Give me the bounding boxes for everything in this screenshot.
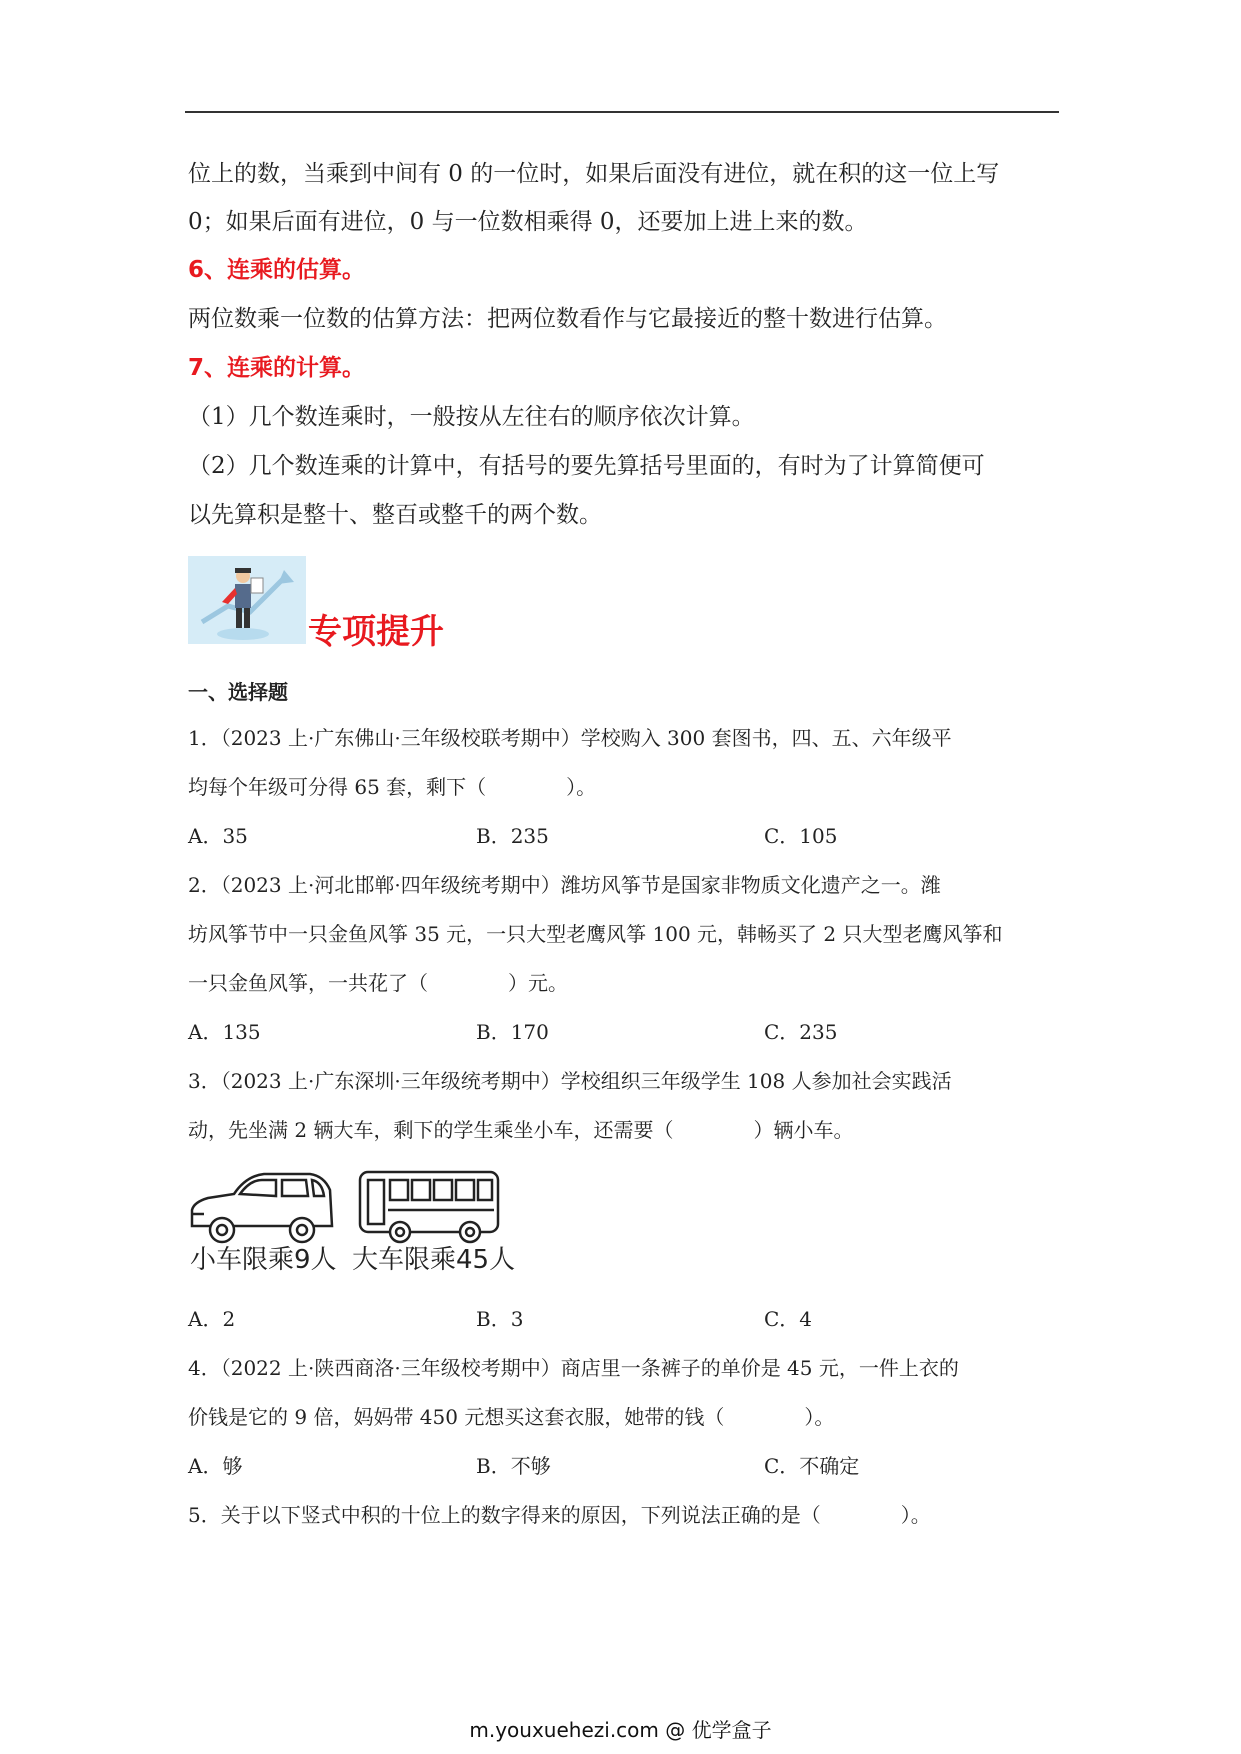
option-c[interactable]: C．105 [764, 824, 838, 848]
text-line: 两位数乘一位数的估算方法：把两位数看作与它最接近的整十数进行估算。 [188, 306, 947, 332]
big-car-label: 大车限乘45人 [352, 1245, 516, 1275]
text-line: 位上的数，当乘到中间有 0 的一位时，如果后面没有进位，就在积的这一位上写 [188, 161, 1000, 187]
section-heading: 6、连乘的估算。 [188, 257, 366, 283]
question-3-text: 动，先坐满 2 辆大车，剩下的学生乘坐小车，还需要（ ）辆小车。 [188, 1118, 854, 1142]
option-c[interactable]: C．不确定 [764, 1454, 860, 1478]
text-line: 以先算积是整十、整百或整千的两个数。 [188, 502, 602, 528]
option-a[interactable]: A．35 [188, 824, 248, 848]
text-line: 0；如果后面有进位，0 与一位数相乘得 0，还要加上进上来的数。 [188, 209, 868, 235]
option-b[interactable]: B．170 [476, 1020, 549, 1044]
option-a[interactable]: A．2 [188, 1307, 236, 1331]
question-2-text: 2．（2023 上·河北邯郸·四年级统考期中）潍坊风筝节是国家非物质文化遗产之一。潍 [188, 873, 941, 897]
presenter-illustration-icon [188, 556, 306, 644]
option-b[interactable]: B．3 [476, 1307, 524, 1331]
option-b[interactable]: B．不够 [476, 1454, 551, 1478]
vehicles-figure [188, 1168, 508, 1248]
question-1-options [188, 821, 1048, 851]
small-car-label: 小车限乘9人 [190, 1245, 337, 1275]
header-rule [185, 111, 1059, 113]
question-2-text: 坊风筝节中一只金鱼风筝 35 元，一只大型老鹰风筝 100 元，韩畅买了 2 只大型老鹰风筝和 [188, 922, 1003, 946]
text-line: （1）几个数连乘时，一般按从左往右的顺序依次计算。 [188, 404, 755, 430]
question-1-text: 1．（2023 上·广东佛山·三年级校联考期中）学校购入 300 套图书，四、五、六年级平 [188, 726, 952, 750]
banner-image [188, 556, 306, 644]
option-b[interactable]: B．235 [476, 824, 549, 848]
option-c[interactable]: C．235 [764, 1020, 838, 1044]
question-1-text: 均每个年级可分得 65 套，剩下（ ）。 [188, 775, 597, 799]
section-heading: 7、连乘的计算。 [188, 355, 366, 381]
banner-title: 专项提升 [308, 612, 444, 652]
question-5-text: 5．关于以下竖式中积的十位上的数字得来的原因，下列说法正确的是（ ）。 [188, 1503, 931, 1527]
option-a[interactable]: A．够 [188, 1454, 243, 1478]
question-4-text: 价钱是它的 9 倍，妈妈带 450 元想买这套衣服，她带的钱（ ）。 [188, 1405, 835, 1429]
question-2-options [188, 1017, 1048, 1047]
text-line: （2）几个数连乘的计算中，有括号的要先算括号里面的，有时为了计算简便可 [188, 453, 985, 479]
option-a[interactable]: A．135 [188, 1020, 261, 1044]
part-title: 一、选择题 [188, 680, 288, 704]
question-3-options [188, 1304, 1048, 1334]
option-c[interactable]: C．4 [764, 1307, 813, 1331]
question-4-text: 4．（2022 上·陕西商洛·三年级校考期中）商店里一条裤子的单价是 45 元，一件上衣的 [188, 1356, 959, 1380]
big-bus-icon [360, 1172, 498, 1242]
page-footer: m.youxuehezi.com @ 优学盒子 [469, 1718, 772, 1742]
question-4-options [188, 1451, 1048, 1481]
question-2-text: 一只金鱼风筝，一共花了（ ）元。 [188, 971, 568, 995]
question-3-text: 3．（2023 上·广东深圳·三年级统考期中）学校组织三年级学生 108 人参加社会实践活 [188, 1069, 952, 1093]
small-car-icon [192, 1174, 332, 1242]
